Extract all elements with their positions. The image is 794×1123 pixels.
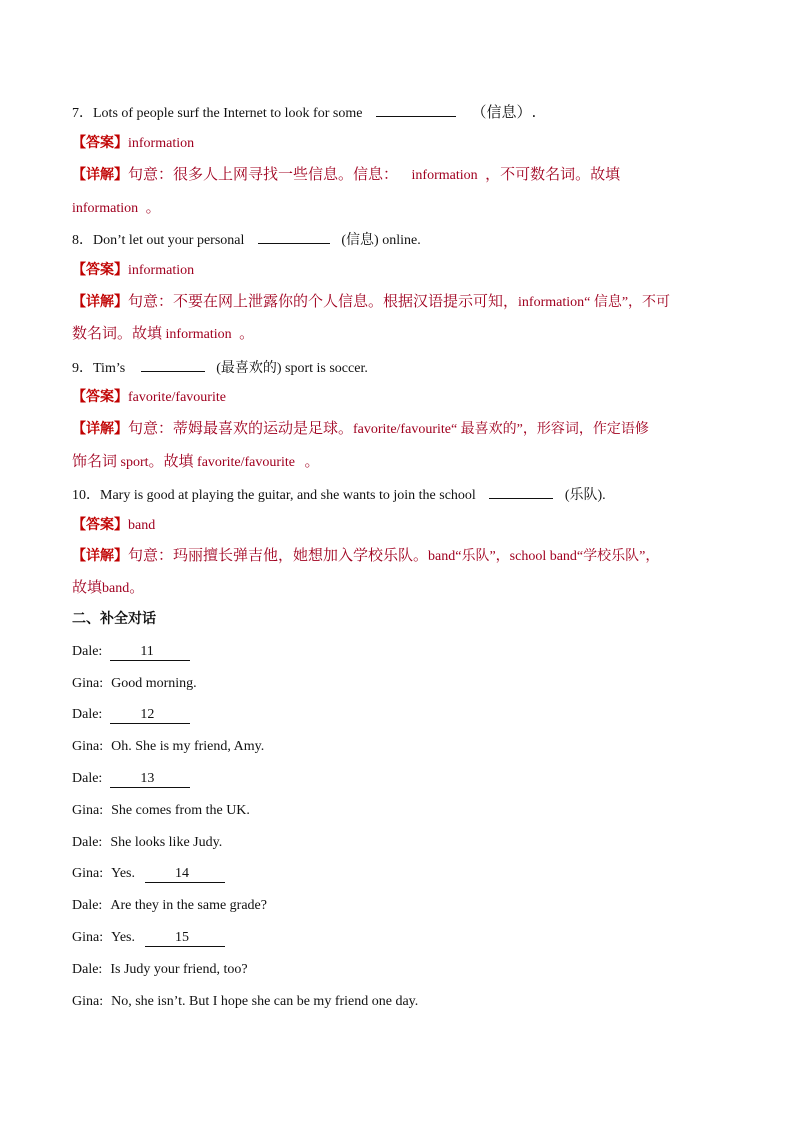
speaker-name: Gina: (72, 930, 104, 945)
detail-line-7b (72, 197, 161, 219)
detail-text: 句意：玛丽擅长弹吉他，她想加入学校乐队。 (128, 546, 429, 564)
detail-text: information (165, 327, 232, 342)
detail-text: sport (120, 455, 149, 470)
question-9-text: 9．Tim’s (72, 361, 126, 376)
question-9-hint: (最喜欢的) sport is soccer. (216, 361, 368, 376)
question-9 (72, 356, 368, 379)
dialogue-line (72, 864, 225, 884)
detail-text: 句意：不要在网上泄露你的个人信息。根据汉语提示可知， (128, 292, 519, 310)
question-7-hint: （信息）. (471, 103, 537, 121)
speaker-name: Dale: (72, 898, 103, 913)
question-8 (72, 228, 421, 251)
dialogue-text: She comes from the UK. (111, 803, 250, 818)
answer-tag: 【答案】 (72, 517, 128, 533)
question-10 (72, 483, 606, 506)
answer-tag: 【答案】 (72, 262, 128, 278)
detail-text: 饰名词 (72, 452, 118, 470)
question-10-hint: (乐队). (564, 488, 606, 503)
dialogue-line (72, 992, 418, 1012)
dialogue-blank: 15 (145, 930, 225, 947)
dialogue-text: She looks like Judy. (110, 835, 223, 850)
answer-text: band (128, 518, 156, 533)
detail-text: 。 (129, 578, 145, 596)
question-7 (72, 101, 536, 124)
dialogue-blank: 12 (110, 707, 190, 724)
detail-text: information (72, 201, 139, 216)
detail-text: 。故填 (148, 452, 194, 470)
detail-text: 句意：很多人上网寻找一些信息。信息： (128, 165, 399, 183)
detail-text: favorite/favourite“ 最喜欢的”，形容词，作定语修 (353, 422, 649, 437)
detail-line-8b (72, 323, 254, 345)
detail-tag: 【详解】 (72, 421, 128, 437)
dialogue-line (72, 769, 190, 789)
detail-line-7a (72, 164, 620, 186)
detail-line-10a (72, 545, 659, 567)
question-7-text: 7．Lots of people surf the Internet to look for some (72, 106, 363, 121)
answer-text: favorite/favourite (128, 390, 226, 405)
dialogue-line (72, 705, 190, 725)
answer-blank (489, 483, 553, 499)
answer-text: information (128, 263, 195, 278)
dialogue-text: Are they in the same grade? (110, 898, 267, 913)
answer-blank (258, 228, 330, 244)
question-10-text: 10．Mary is good at playing the guitar, and she wants to join the school (72, 488, 476, 503)
dialogue-text: Is Judy your friend, too? (110, 962, 248, 977)
detail-text: ，不可数名词。故填 (485, 165, 621, 183)
section-heading: 二、补全对话 (72, 611, 156, 627)
dialogue-text: Oh. She is my friend, Amy. (111, 739, 265, 754)
answer-blank (141, 356, 205, 372)
detail-text: 故填 (72, 578, 103, 596)
detail-line-9b (72, 451, 320, 473)
dialogue-line (72, 928, 225, 948)
answer-tag: 【答案】 (72, 135, 128, 151)
dialogue-line (72, 896, 267, 916)
answer-line-7 (72, 133, 194, 154)
dialogue-line (72, 801, 250, 821)
dialogue-text: Yes. (111, 930, 135, 945)
dialogue-line (72, 833, 222, 853)
detail-tag: 【详解】 (72, 548, 128, 564)
speaker-name: Dale: (72, 707, 103, 722)
dialogue-text: No, she isn’t. But I hope she can be my friend one day. (111, 994, 419, 1009)
answer-line-10 (72, 515, 155, 536)
answer-text: information (128, 136, 195, 151)
dialogue-blank: 14 (145, 866, 225, 883)
detail-line-10b (72, 577, 144, 599)
dialogue-blank: 11 (110, 644, 190, 661)
speaker-name: Dale: (72, 771, 103, 786)
speaker-name: Gina: (72, 739, 104, 754)
dialogue-line (72, 642, 190, 662)
detail-text: information“ 信息”，不可 (518, 295, 671, 310)
speaker-name: Dale: (72, 962, 103, 977)
dialogue-line (72, 674, 197, 694)
dialogue-line (72, 737, 264, 757)
detail-text: 句意：蒂姆最喜欢的运动是足球。 (128, 419, 354, 437)
dialogue-blank: 13 (110, 771, 190, 788)
detail-text: band“乐队”，school band“学校乐队”， (428, 549, 660, 564)
speaker-name: Gina: (72, 676, 104, 691)
speaker-name: Dale: (72, 835, 103, 850)
detail-text: 数名词。故填 (72, 324, 163, 342)
detail-line-8a (72, 291, 670, 313)
answer-line-9 (72, 387, 226, 408)
detail-text: 。 (304, 452, 320, 470)
question-8-hint: (信息) online. (341, 233, 421, 248)
answer-blank (376, 101, 456, 117)
speaker-name: Gina: (72, 803, 104, 818)
dialogue-text: Good morning. (111, 676, 197, 691)
detail-text: information (411, 168, 478, 183)
detail-text: band (102, 581, 130, 596)
answer-tag: 【答案】 (72, 389, 128, 405)
detail-text: favorite/favourite (197, 455, 295, 470)
detail-tag: 【详解】 (72, 294, 128, 310)
detail-text: 。 (239, 324, 255, 342)
answer-line-8 (72, 260, 194, 281)
dialogue-line (72, 960, 248, 980)
detail-tag: 【详解】 (72, 167, 128, 183)
speaker-name: Dale: (72, 644, 103, 659)
question-8-text: 8．Don’t let out your personal (72, 233, 245, 248)
speaker-name: Gina: (72, 994, 104, 1009)
speaker-name: Gina: (72, 866, 104, 881)
dialogue-text: Yes. (111, 866, 135, 881)
detail-line-9a (72, 418, 649, 440)
detail-text: 。 (145, 198, 161, 216)
